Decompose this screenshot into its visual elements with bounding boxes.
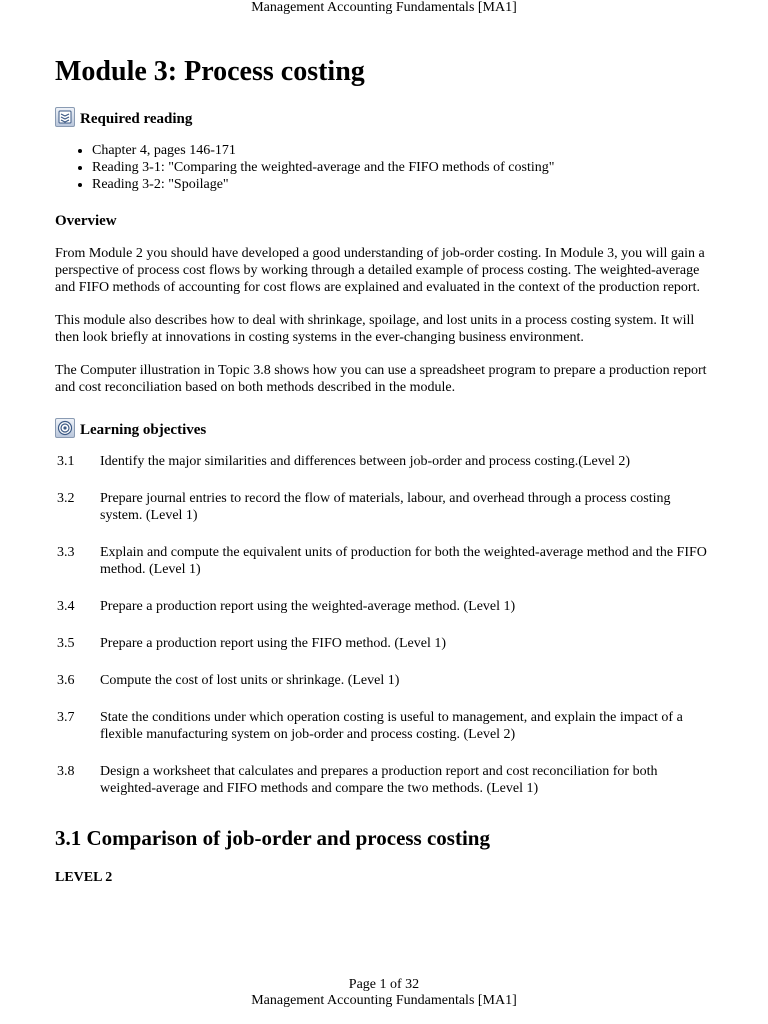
objective-item xyxy=(55,672,715,689)
objective-item xyxy=(55,598,715,615)
objective-text: State the conditions under which operation costing is useful to management, and explain the impact of a flexible manufacturing system on job-order and process costing. (Level 2) xyxy=(100,710,683,742)
overview-paragraph: This module also describes how to deal with shrinkage, spoilage, and lost units in a process costing system. It will then look briefly at innovations in costing systems in the ever-changing business environment. xyxy=(55,313,695,345)
learning-objectives-header xyxy=(55,416,715,438)
objectives-list xyxy=(55,453,715,797)
required-reading-header xyxy=(55,105,715,127)
page-header: Management Accounting Fundamentals [MA1] xyxy=(251,0,517,15)
objective-text: Compute the cost of lost units or shrinkage. (Level 1) xyxy=(100,673,400,688)
list-item: • Reading 3-1: "Comparing the weighted-average and the FIFO methods of costing" xyxy=(92,159,715,176)
objective-item xyxy=(55,490,715,524)
reading-list xyxy=(55,142,715,193)
objective-item xyxy=(55,453,715,470)
target-icon xyxy=(55,418,75,438)
objective-text: Explain and compute the equivalent units of production for both the weighted-average method and the FIFO method. (Level 1) xyxy=(100,545,707,577)
page-number: Page 1 of 32 xyxy=(348,977,420,992)
module-title: Module 3: Process costing xyxy=(55,56,365,87)
learning-objectives-heading: Learning objectives xyxy=(80,422,207,438)
objective-number: 3.1 xyxy=(57,454,75,469)
objective-number: 3.4 xyxy=(57,599,75,614)
overview-paragraph: The Computer illustration in Topic 3.8 shows how you can use a spreadsheet program to prepare a production report and cost reconciliation based on both methods described in the module. xyxy=(55,363,707,395)
objective-item xyxy=(55,544,715,578)
objective-number: 3.8 xyxy=(57,764,75,779)
required-reading-heading: Required reading xyxy=(80,111,193,127)
objective-text: Prepare a production report using the FIFO method. (Level 1) xyxy=(100,636,447,651)
overview-heading: Overview xyxy=(55,213,117,229)
objective-number: 3.6 xyxy=(57,673,75,688)
objective-number: 3.7 xyxy=(57,710,75,725)
list-item: • Reading 3-2: "Spoilage" xyxy=(92,176,715,193)
objective-item xyxy=(55,763,715,797)
objective-text: Prepare a production report using the weighted-average method. (Level 1) xyxy=(100,599,516,614)
objective-number: 3.5 xyxy=(57,636,75,651)
list-item: • Chapter 4, pages 146-171 xyxy=(92,142,715,159)
topic-heading: 3.1 Comparison of job-order and process costing xyxy=(55,826,490,850)
objective-item xyxy=(55,709,715,743)
objective-number: 3.3 xyxy=(57,545,75,560)
level-label: LEVEL 2 xyxy=(55,870,113,885)
overview-paragraph: From Module 2 you should have developed a good understanding of job-order costing. In Module 3, you will gain a perspective of process cost flows by working through a detailed example of process costing. The weighted-average and FIFO methods of accounting for cost flows are explained and evaluated in the context of the production report. xyxy=(55,246,705,295)
objective-number: 3.2 xyxy=(57,491,75,506)
book-icon xyxy=(55,107,75,127)
objective-item xyxy=(55,635,715,652)
page-content xyxy=(55,55,715,886)
objective-text: Design a worksheet that calculates and prepares a production report and cost reconciliation for both weighted-average and FIFO methods and compare the two methods. (Level 1) xyxy=(100,764,658,796)
footer-title: Management Accounting Fundamentals [MA1] xyxy=(251,993,517,1008)
objective-text: Prepare journal entries to record the flow of materials, labour, and overhead through a process costing system. (Level 1) xyxy=(100,491,671,523)
objective-text: Identify the major similarities and differences between job-order and process costing.(Level 2) xyxy=(100,454,630,469)
page-footer xyxy=(0,977,768,1009)
